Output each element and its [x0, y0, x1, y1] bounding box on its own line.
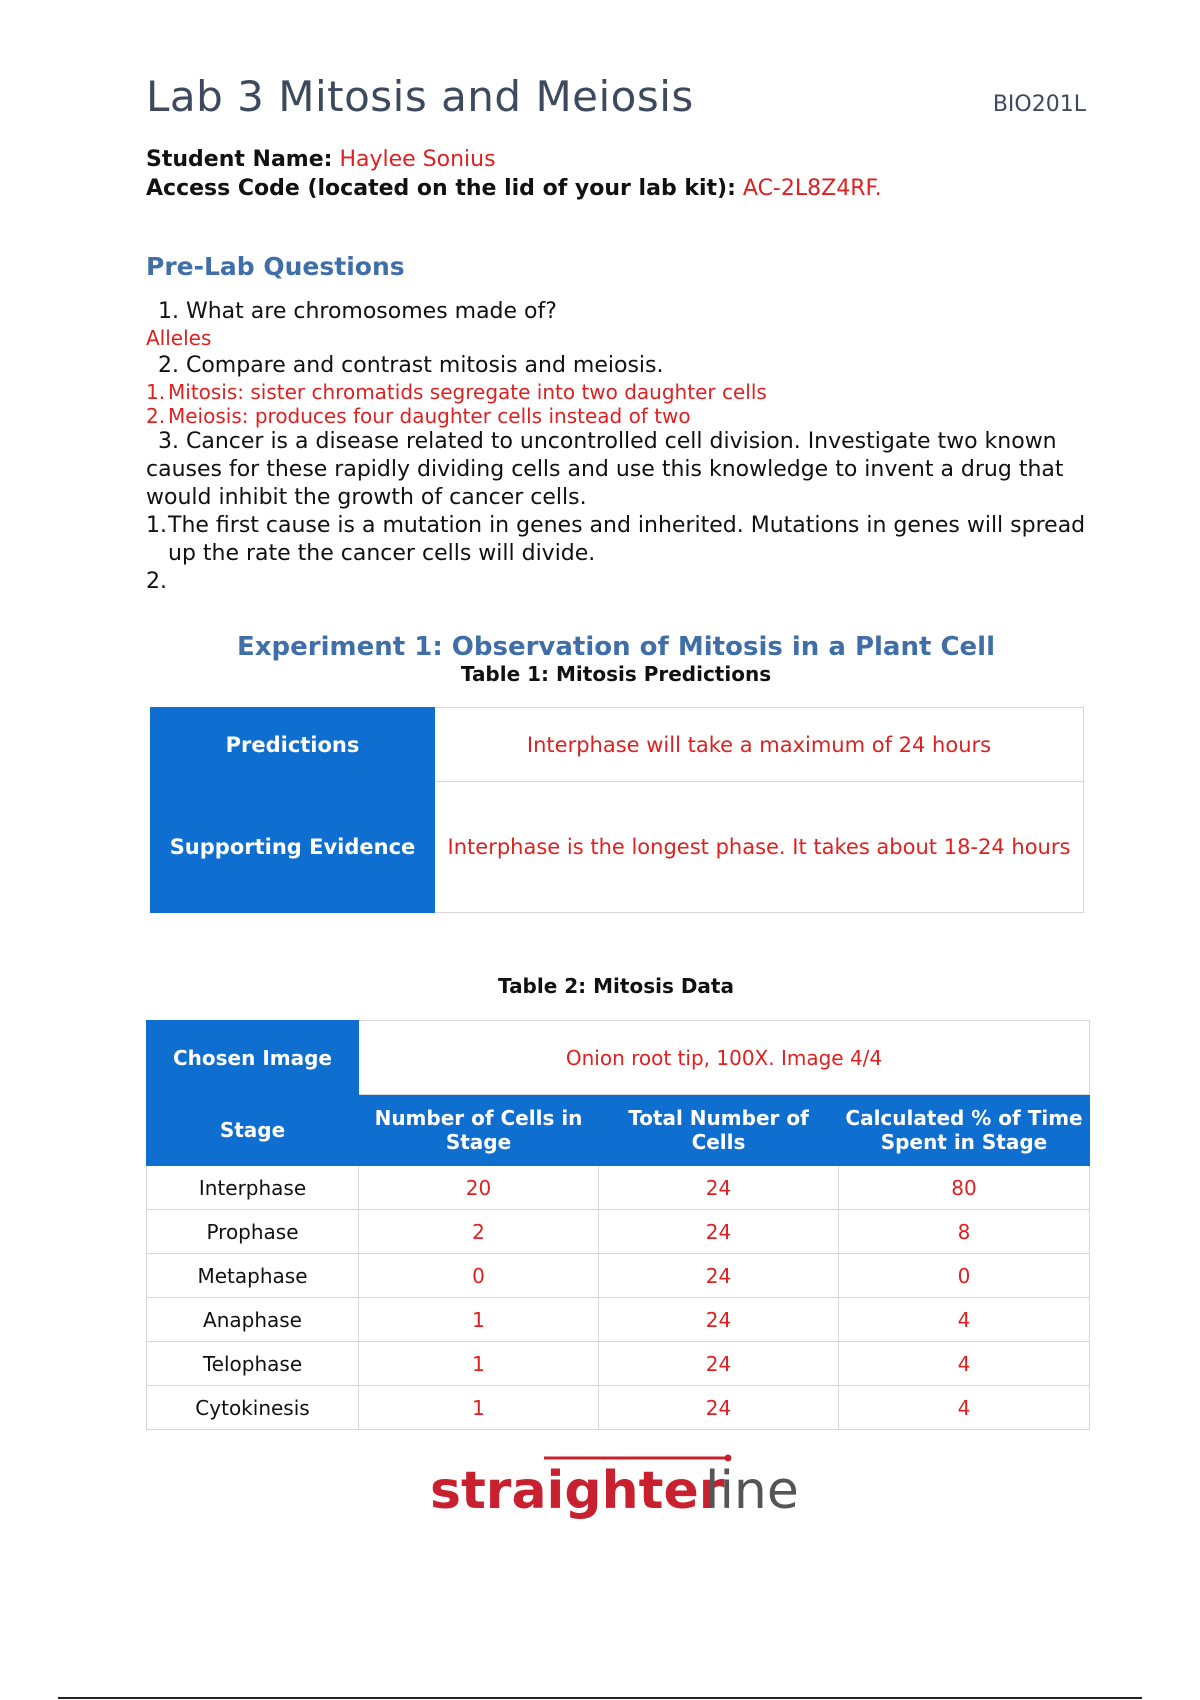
- question-1: 1. What are chromosomes made of?: [158, 299, 557, 324]
- total-cell: 24: [599, 1298, 839, 1342]
- chosen-image-label: Chosen Image: [147, 1021, 359, 1095]
- cells-cell: 0: [359, 1254, 599, 1298]
- table-row: [147, 1298, 1090, 1342]
- table-row: [147, 1386, 1090, 1430]
- percent-cell: 8: [839, 1210, 1090, 1254]
- question-3: 3. Cancer is a disease related to uncontrolled cell division. Investigate two known causes for these rapidly dividing cells and use this knowledge to invent a drug that would inhibit the growth of cancer cells.: [146, 429, 1064, 510]
- predictions-label: Predictions: [151, 708, 435, 782]
- cells-cell: 1: [359, 1298, 599, 1342]
- table-row: [147, 1166, 1090, 1210]
- answer-3-item-text: [168, 568, 1086, 596]
- stage-cell: Telophase: [147, 1342, 359, 1386]
- evidence-label: Supporting Evidence: [151, 782, 435, 913]
- student-name-row: [146, 145, 882, 174]
- stage-cell: Anaphase: [147, 1298, 359, 1342]
- answer-2-item: [146, 404, 1086, 428]
- total-cell: 24: [599, 1254, 839, 1298]
- logo-text-bold: straighter: [430, 1461, 725, 1521]
- access-code-label: Access Code (located on the lid of your lab kit):: [146, 176, 736, 201]
- page-title: Lab 3 Mitosis and Meiosis: [146, 72, 694, 121]
- page-bottom-rule: [58, 1697, 1142, 1699]
- stage-cell: Prophase: [147, 1210, 359, 1254]
- cells-cell: 1: [359, 1386, 599, 1430]
- evidence-value: Interphase is the longest phase. It takes about 18-24 hours: [435, 782, 1084, 913]
- stage-cell: Cytokinesis: [147, 1386, 359, 1430]
- table-row: [147, 1342, 1090, 1386]
- student-info: [146, 145, 882, 203]
- chosen-image-value: Onion root tip, 100X. Image 4/4: [359, 1021, 1090, 1095]
- answer-3-item-num: 1.: [146, 513, 167, 538]
- stage-cell: Metaphase: [147, 1254, 359, 1298]
- answer-3-item-num: 2.: [146, 569, 167, 594]
- answer-3-item: [146, 512, 1086, 568]
- question-2: 2. Compare and contrast mitosis and meiosis.: [158, 353, 664, 378]
- table-row: [147, 1021, 1090, 1095]
- predictions-value: Interphase will take a maximum of 24 hours: [435, 708, 1084, 782]
- predictions-table: [150, 707, 1084, 913]
- total-cell: 24: [599, 1386, 839, 1430]
- student-name-label: Student Name:: [146, 147, 333, 172]
- column-header: Total Number of Cells: [599, 1095, 839, 1166]
- percent-cell: 4: [839, 1342, 1090, 1386]
- column-header: Number of Cells in Stage: [359, 1095, 599, 1166]
- table-row: [151, 708, 1084, 782]
- table-row: [151, 782, 1084, 913]
- percent-cell: 80: [839, 1166, 1090, 1210]
- access-code-value: AC-2L8Z4RF.: [742, 176, 882, 201]
- column-header: Calculated % of Time Spent in Stage: [839, 1095, 1090, 1166]
- table1-caption: Table 1: Mitosis Predictions: [460, 662, 772, 686]
- cells-cell: 2: [359, 1210, 599, 1254]
- prelab-questions: [146, 298, 1086, 596]
- course-code: BIO201L: [992, 92, 1086, 117]
- percent-cell: 0: [839, 1254, 1090, 1298]
- answer-3-item: [146, 568, 1086, 596]
- answer-2-item-text: Mitosis: sister chromatids segregate into two daughter cells: [168, 380, 767, 404]
- table2-caption: Table 2: Mitosis Data: [498, 974, 734, 998]
- access-code-row: [146, 174, 882, 203]
- answer-2-item: [146, 380, 1086, 404]
- stage-cell: Interphase: [147, 1166, 359, 1210]
- answer-1: Alleles: [146, 326, 212, 350]
- total-cell: 24: [599, 1342, 839, 1386]
- column-header: Stage: [147, 1095, 359, 1166]
- answer-2-item-num: 1.: [146, 380, 166, 404]
- table-row: [147, 1210, 1090, 1254]
- mitosis-data-table: [146, 1020, 1090, 1430]
- percent-cell: 4: [839, 1298, 1090, 1342]
- total-cell: 24: [599, 1210, 839, 1254]
- table-header-row: [147, 1095, 1090, 1166]
- prelab-heading: Pre-Lab Questions: [146, 252, 405, 281]
- answer-2-item-num: 2.: [146, 404, 166, 428]
- student-name-value: Haylee Sonius: [339, 147, 496, 172]
- logo-graphic: [426, 1452, 806, 1532]
- experiment-title: Experiment 1: Observation of Mitosis in a Plant Cell: [237, 632, 995, 662]
- total-cell: 24: [599, 1166, 839, 1210]
- cells-cell: 20: [359, 1166, 599, 1210]
- straighterline-logo: [0, 1452, 1200, 1536]
- answer-2-item-text: Meiosis: produces four daughter cells instead of two: [168, 404, 691, 428]
- cells-cell: 1: [359, 1342, 599, 1386]
- table-row: [147, 1254, 1090, 1298]
- logo-text-light: line: [705, 1461, 799, 1521]
- percent-cell: 4: [839, 1386, 1090, 1430]
- answer-3-item-text: The first cause is a mutation in genes and inherited. Mutations in genes will spread up the rate the cancer cells will divide.: [168, 513, 1086, 566]
